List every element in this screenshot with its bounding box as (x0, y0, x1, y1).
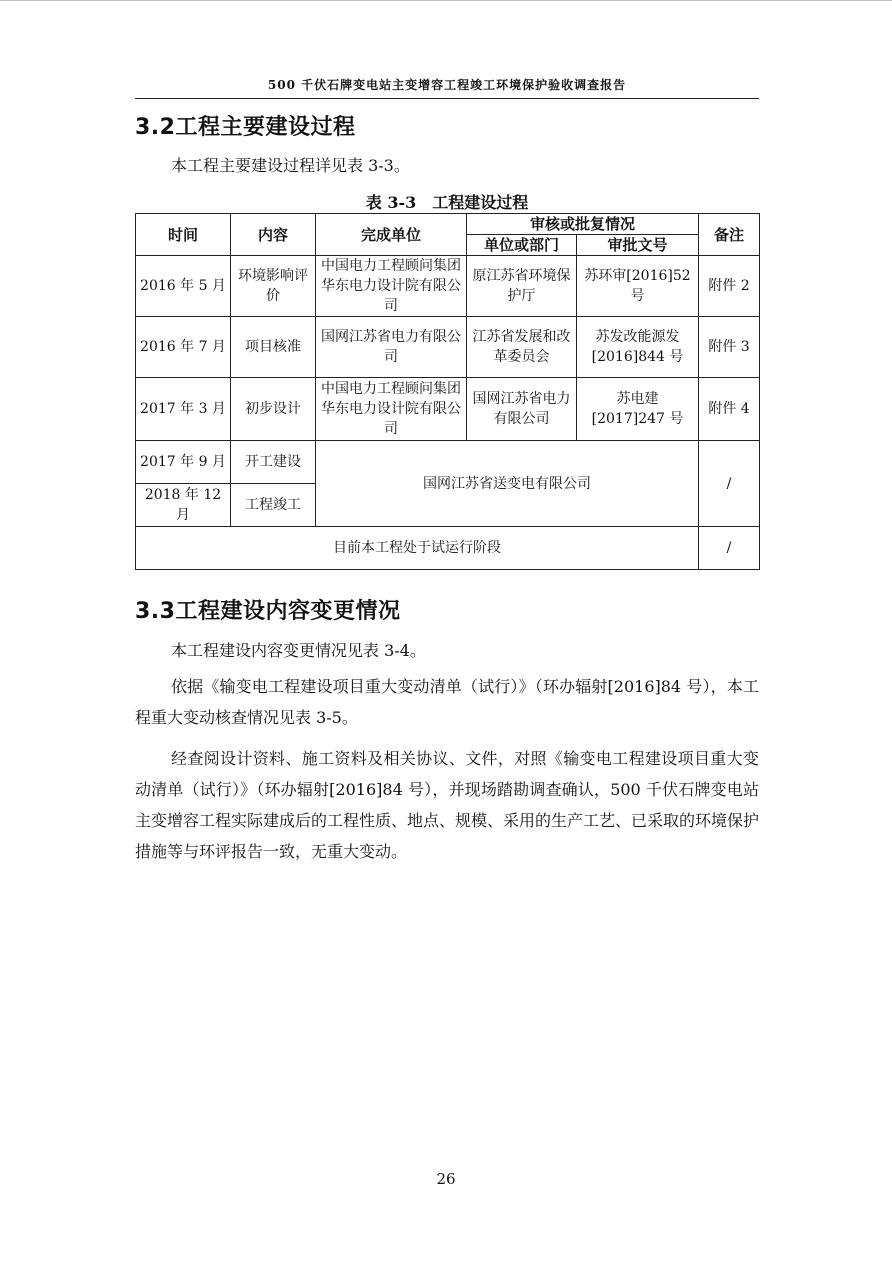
cell-unit: 中国电力工程顾问集团华东电力设计院有限公司 (316, 378, 467, 441)
cell-content: 工程竣工 (231, 484, 316, 527)
cell-doc-no: 苏环审[2016]52 号 (577, 256, 699, 317)
cell-remark: 附件 2 (699, 256, 760, 317)
cell-time: 2018 年 12 月 (136, 484, 231, 527)
section-3-3-paragraph-1: 本工程建设内容变更情况见表 3-4。 (171, 641, 426, 660)
header-unit: 完成单位 (316, 214, 467, 256)
page-top-border (0, 0, 892, 1)
section-heading-3-3: 3.3工程建设内容变更情况 (135, 599, 401, 624)
cell-merged-unit: 国网江苏省送变电有限公司 (316, 441, 699, 527)
page-number: 26 (436, 1170, 456, 1188)
header-approval-group: 审核或批复情况 (467, 214, 699, 235)
running-header: 500 千伏石牌变电站主变增容工程竣工环境保护验收调查报告 (267, 78, 627, 92)
table-header-row (136, 214, 760, 235)
header-rule (135, 98, 759, 99)
cell-time: 2017 年 9 月 (136, 441, 231, 484)
cell-footer-remark: / (699, 527, 760, 570)
header-time: 时间 (136, 214, 231, 256)
cell-content: 初步设计 (231, 378, 316, 441)
cell-content: 环境影响评价 (231, 256, 316, 317)
header-dept: 单位或部门 (467, 235, 577, 256)
cell-time: 2017 年 3 月 (136, 378, 231, 441)
table-row (136, 256, 760, 317)
header-remark: 备注 (699, 214, 760, 256)
construction-process-table (135, 213, 760, 570)
cell-time: 2016 年 7 月 (136, 317, 231, 378)
cell-content: 项目核准 (231, 317, 316, 378)
cell-content: 开工建设 (231, 441, 316, 484)
cell-merged-remark: / (699, 441, 760, 527)
section-3-3-paragraph-3: 经查阅设计资料、施工资料及相关协议、文件，对照《输变电工程建设项目重大变动清单（试行）》（环办辐射[2016]84 号），并现场踏勘调查确认，500 千伏石牌变电站主变增容工程实际建成后的工程性质、地点、规模、采用的生产工艺、已采取的环境保护措施等与环评报告一致，无重大变动。 (135, 749, 760, 861)
header-doc-no: 审批文号 (577, 235, 699, 256)
cell-time: 2016 年 5 月 (136, 256, 231, 317)
cell-dept: 国网江苏省电力有限公司 (467, 378, 577, 441)
section-heading-3-2: 3.2工程主要建设过程 (135, 115, 356, 140)
cell-remark: 附件 4 (699, 378, 760, 441)
cell-remark: 附件 3 (699, 317, 760, 378)
cell-dept: 江苏省发展和改革委员会 (467, 317, 577, 378)
cell-doc-no: 苏发改能源发[2016]844 号 (577, 317, 699, 378)
section-3-2-intro: 本工程主要建设过程详见表 3-3。 (171, 156, 410, 175)
cell-unit: 国网江苏省电力有限公司 (316, 317, 467, 378)
table-caption: 表 3-3 工程建设过程 (365, 193, 529, 212)
header-content: 内容 (231, 214, 316, 256)
table-row (136, 378, 760, 441)
cell-doc-no: 苏电建[2017]247 号 (577, 378, 699, 441)
cell-footer-status: 目前本工程处于试运行阶段 (136, 527, 699, 570)
cell-unit: 中国电力工程顾问集团华东电力设计院有限公司 (316, 256, 467, 317)
cell-dept: 原江苏省环境保护厅 (467, 256, 577, 317)
table-footer-row (136, 527, 760, 570)
table-row (136, 317, 760, 378)
table-row (136, 441, 760, 484)
section-3-3-paragraph-2: 依据《输变电工程建设项目重大变动清单（试行）》（环办辐射[2016]84 号），本工程重大变动核查情况见表 3-5。 (135, 677, 759, 727)
